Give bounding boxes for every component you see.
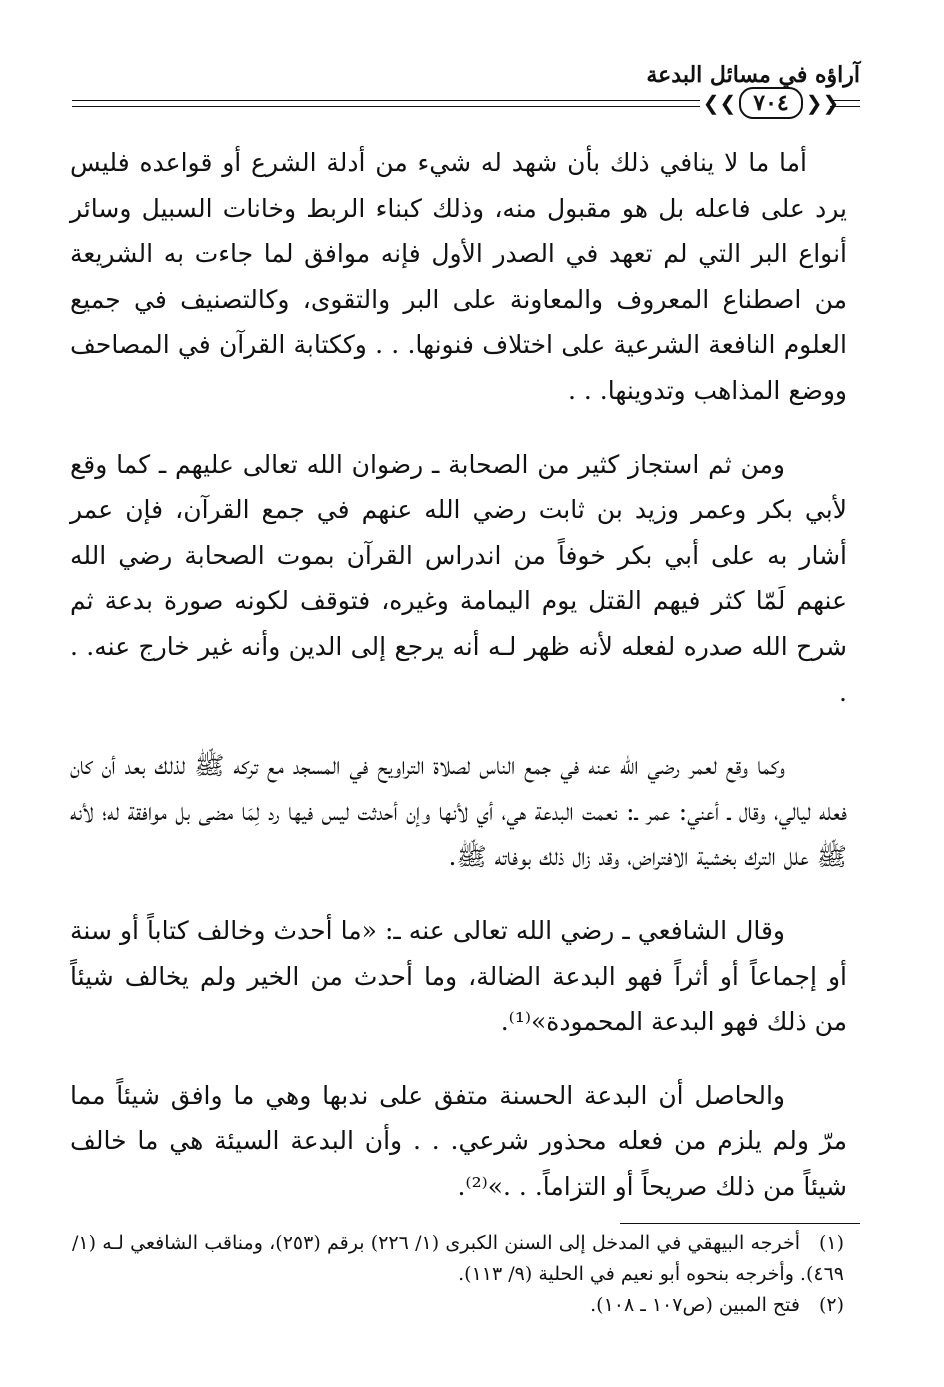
footnote xyxy=(72,1290,844,1321)
paragraph: وكما وقع لعمر رضي الله عنه في جمع الناس لصلاة التراويح في المسجد مع تركه ﷺ لذلك بعد أن كان فعله ليالي، وقال ـ أعني: عمر ـ: نعمت البدعة هي، أي لأنها وإن أحدثت ليس فيها رد لِمَا مضى بل موافقة له؛ لأنه ﷺ علل الترك بخشية الافتراض، وقد زال ذلك بوفاته ﷺ. xyxy=(70,751,847,872)
header-rule xyxy=(72,100,700,107)
footnote-text: أخرجه البيهقي في المدخل إلى السنن الكبرى (١/ ٢٢٦) برقم (٢٥٣)، ومناقب الشافعي لـه (١/ ٤٦٩). وأخرجه بنحوه أبو نعيم في الحلية (٩/ ١١٣). xyxy=(72,1232,844,1285)
page-number-frame xyxy=(702,86,840,120)
footnote-number: (٢) xyxy=(818,1294,844,1316)
ornament-right-icon: ❯❯ xyxy=(805,91,840,115)
paragraph: وقال الشافعي ـ رضي الله تعالى عنه ـ: «ما أحدث وخالف كتاباً أو سنة أو إجماعاً أو أثراً فهو البدعة الضالة، وما أحدث من الخير ولم يخالف شيئاً من ذلك فهو البدعة المحمودة»⁽¹⁾. xyxy=(70,915,847,1037)
footnote-number: (١) xyxy=(818,1232,844,1254)
ornament-left-icon: ❮❮ xyxy=(702,91,737,115)
footnotes xyxy=(72,1228,844,1321)
footnote-separator xyxy=(620,1223,860,1224)
footnote-text: فتح المبين (ص١٠٧ ـ ١٠٨). xyxy=(590,1294,800,1316)
running-title: آراؤه في مسائل البدعة xyxy=(646,62,860,88)
main-text xyxy=(70,140,847,1237)
page-number: ٧٠٤ xyxy=(739,87,802,119)
footnote xyxy=(72,1228,844,1290)
paragraph: والحاصل أن البدعة الحسنة متفق على ندبها وهي ما وافق شيئاً مما مرّ ولم يلزم من فعله محذور شرعي. . . وأن البدعة السيئة هي ما خالف شيئاً من ذلك صريحاً أو التزاماً. . .»⁽²⁾. xyxy=(70,1080,847,1201)
paragraph: ومن ثم استجاز كثير من الصحابة ـ رضوان الله تعالى عليهم ـ كما وقع لأبي بكر وعمر وزيد بن ثابت رضي الله عنهم في جمع القرآن، فإن عمر أشار به على أبي بكر خوفاً من اندراس القرآن بموت الصحابة رضي الله عنهم لَمّا كثر فيهم القتل يوم اليمامة وغيره، فتوقف لكونه صورة بدعة ثم شرح الله صدره لفعله لأنه ظهر لـه أنه يرجع إلى الدين وأنه غير خارج عنه. . . xyxy=(70,449,847,707)
paragraph: أما ما لا ينافي ذلك بأن شهد له شيء من أدلة الشرع أو قواعده فليس يرد على فاعله بل هو مقبول منه، وذلك كبناء الربط وخانات السبيل وسائر أنواع البر التي لم تعهد في الصدر الأول فإنه موافق لما جاءت به الشريعة من اصطناع المعروف والمعاونة على البر والتقوى، وكالتصنيف في جميع العلوم النافعة الشرعية على اختلاف فنونها. . . وككتابة القرآن في المصاحف ووضع المذاهب وتدوينها. . . xyxy=(70,148,847,405)
